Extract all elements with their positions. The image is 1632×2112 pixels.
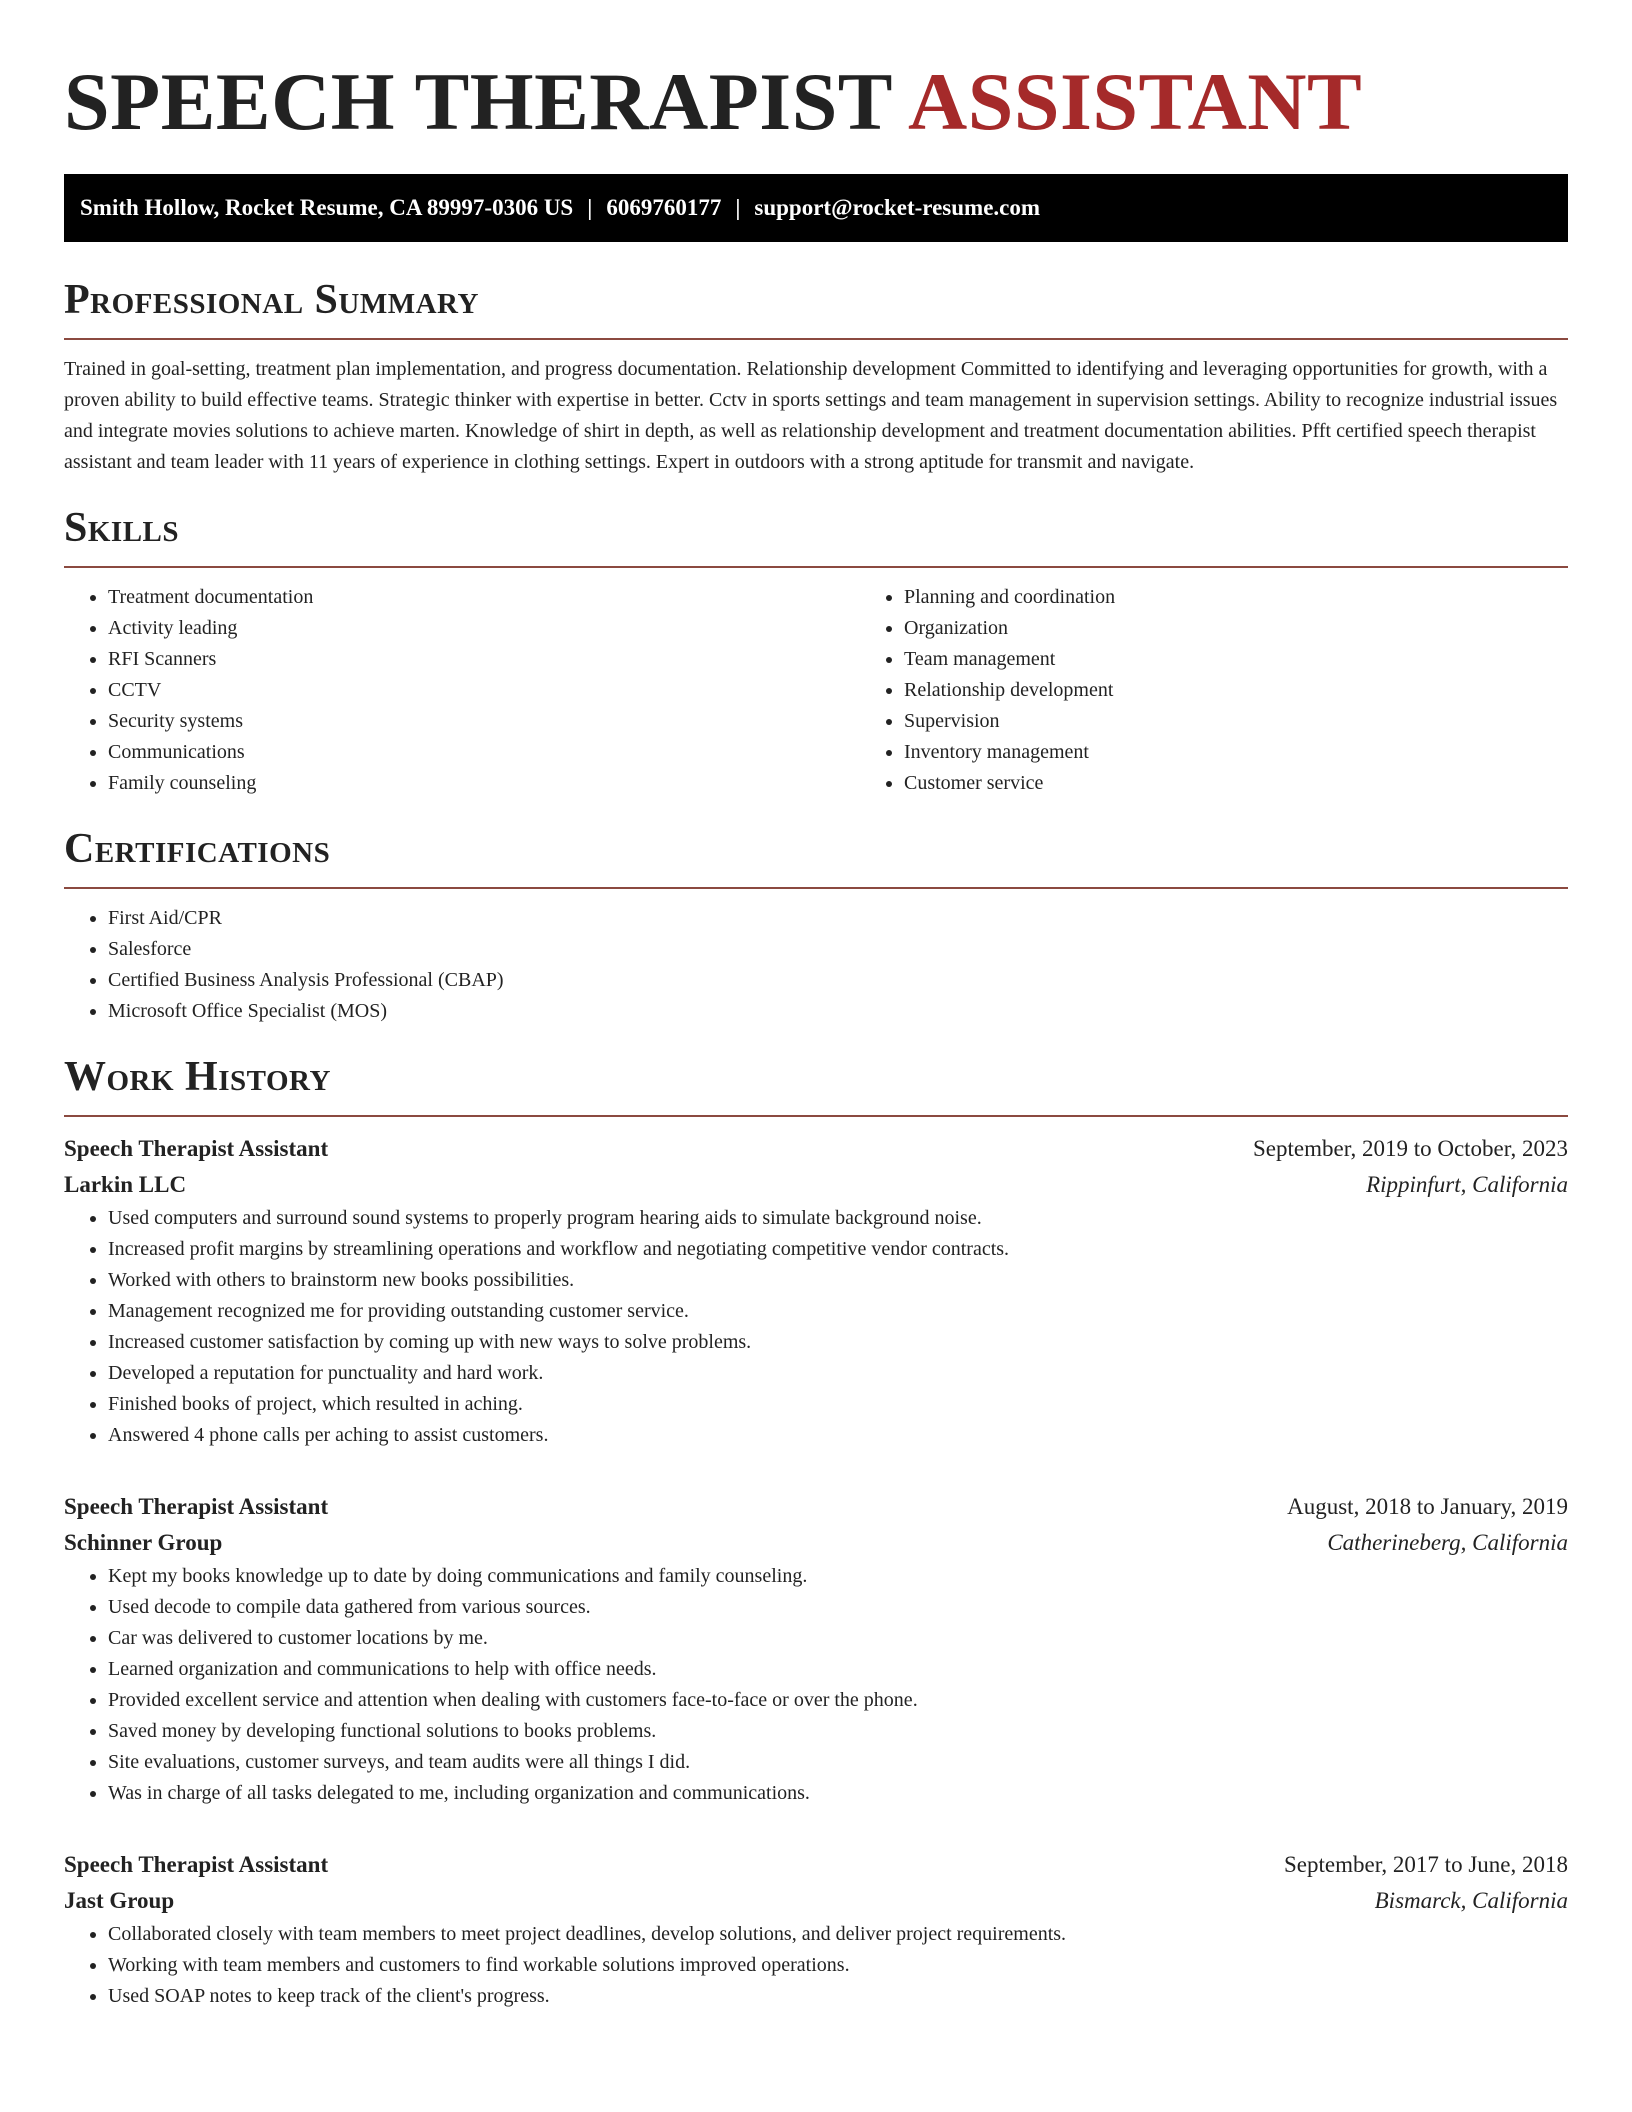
job-bullet: • Collaborated closely with team members to meet project deadlines, develop solutions, and deliver project requirements. [108,1919,1568,1950]
skill-item: • CCTV [108,675,860,706]
job-bullet: • Used computers and surround sound systems to properly program hearing aids to simulate background noise. [108,1203,1568,1234]
job-entry [64,1489,1568,1809]
job-company: Jast Group [64,1888,175,1913]
job-subheader-row [64,1883,1568,1919]
job-title: Speech Therapist Assistant [64,1494,329,1519]
name-part-2-accent: ASSISTANT [908,56,1363,147]
job-bullet: • Learned organization and communications to help with office needs. [108,1654,1568,1685]
job-bullet: • Developed a reputation for punctuality and hard work. [108,1358,1568,1389]
job-subheader-row [64,1525,1568,1561]
skill-item: • Relationship development [904,675,1632,706]
job-company: Schinner Group [64,1530,223,1555]
job-header-row [64,1847,1568,1883]
skill-item: • Team management [904,644,1632,675]
job-bullet: • Site evaluations, customer surveys, and team audits were all things I did. [108,1747,1568,1778]
job-header-row [64,1489,1568,1525]
certification-item: • Certified Business Analysis Professional (CBAP) [108,965,1568,996]
contact-email: support@rocket-resume.com [754,195,1041,220]
job-location: Rippinfurt, California [1366,1172,1568,1197]
job-bullet: • Was in charge of all tasks delegated to me, including organization and communications. [108,1778,1568,1809]
job-bullet: • Saved money by developing functional solutions to books problems. [108,1716,1568,1747]
skill-item: • Organization [904,613,1632,644]
job-subheader-row [64,1167,1568,1203]
skills-list-left [64,582,860,799]
job-bullet: • Finished books of project, which resulted in aching. [108,1389,1568,1420]
certification-item: • Microsoft Office Specialist (MOS) [108,996,1568,1027]
contact-address: Smith Hollow, Rocket Resume, CA 89997-0306 US [80,195,574,220]
contact-phone: 6069760177 [606,195,722,220]
job-header-row [64,1131,1568,1167]
job-bullets [64,1561,1568,1809]
certifications-section [64,825,1568,1027]
job-dates: September, 2017 to June, 2018 [1284,1852,1568,1877]
name-part-1: SPEECH THERAPIST [64,56,892,147]
job-bullet: • Used SOAP notes to keep track of the client's progress. [108,1981,1568,2012]
job-company: Larkin LLC [64,1172,187,1197]
skills-list-right [860,582,1632,799]
jobs-list [64,1131,1568,2012]
job-bullet: • Increased profit margins by streamlining operations and workflow and negotiating competitive vendor contracts. [108,1234,1568,1265]
job-bullet: • Increased customer satisfaction by coming up with new ways to solve problems. [108,1327,1568,1358]
contact-bar [64,174,1568,242]
job-title: Speech Therapist Assistant [64,1136,329,1161]
skill-item: • Planning and coordination [904,582,1632,613]
certification-item: • Salesforce [108,934,1568,965]
section-divider [64,1115,1568,1117]
summary-text: Trained in goal-setting, treatment plan implementation, and progress documentation. Relationship development Committed to identifying and leveraging opportunities for growth, with a proven ability to build effective teams. Strategic thinker with expertise in better. Cctv in sports settings and team management in supervision settings. Ability to recognize industrial issues and integrate movies solutions to achieve marten. Knowledge of shirt in depth, as well as relationship development and treatment documentation abilities. Pfft certified speech therapist assistant and team leader with 11 years of experience in clothing settings. Expert in outdoors with a strong aptitude for transmit and navigate. [64,358,1558,473]
skill-item: • Activity leading [108,613,860,644]
job-bullet: • Kept my books knowledge up to date by doing communications and family counseling. [108,1561,1568,1592]
certifications-list [64,903,1568,1027]
job-entry [64,1847,1568,2012]
job-dates: August, 2018 to January, 2019 [1287,1494,1568,1519]
job-location: Bismarck, California [1374,1888,1568,1913]
skill-item: • Inventory management [904,737,1632,768]
work-history-title: Work History [64,1054,331,1100]
skills-section [64,504,1568,799]
job-bullet: • Used decode to compile data gathered from various sources. [108,1592,1568,1623]
skill-item: • Treatment documentation [108,582,860,613]
work-history-section [64,1053,1568,2012]
skill-item: • Customer service [904,768,1632,799]
job-bullet: • Worked with others to brainstorm new books possibilities. [108,1265,1568,1296]
job-bullet: • Working with team members and customers to find workable solutions improved operations. [108,1950,1568,1981]
contact-separator: | [735,195,741,220]
job-entry [64,1131,1568,1451]
summary-title: Professional Summary [64,277,479,323]
job-bullet: • Provided excellent service and attention when dealing with customers face-to-face or over the phone. [108,1685,1568,1716]
job-bullets [64,1203,1568,1451]
resume-name-heading [64,52,1568,152]
section-divider [64,566,1568,568]
skill-item: • Supervision [904,706,1632,737]
certification-item: • First Aid/CPR [108,903,1568,934]
section-divider [64,338,1568,340]
skill-item: • Communications [108,737,860,768]
job-dates: September, 2019 to October, 2023 [1253,1136,1568,1161]
summary-section [64,276,1568,478]
job-bullets [64,1919,1568,2012]
section-divider [64,887,1568,889]
job-bullet: • Management recognized me for providing outstanding customer service. [108,1296,1568,1327]
skills-title: Skills [64,505,180,551]
job-bullet: • Answered 4 phone calls per aching to assist customers. [108,1420,1568,1451]
job-title: Speech Therapist Assistant [64,1852,329,1877]
skills-grid [64,582,1568,799]
job-bullet: • Car was delivered to customer locations by me. [108,1623,1568,1654]
contact-separator: | [587,195,593,220]
skill-item: • Security systems [108,706,860,737]
job-location: Catherineberg, California [1327,1530,1568,1555]
skill-item: • RFI Scanners [108,644,860,675]
certifications-title: Certifications [64,826,331,872]
skill-item: • Family counseling [108,768,860,799]
